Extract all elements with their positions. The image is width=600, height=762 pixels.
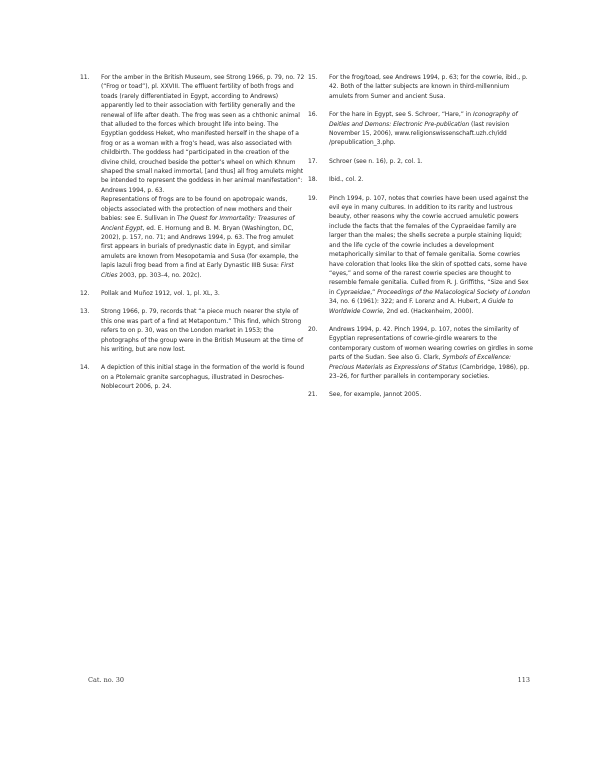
endnote	[308, 175, 534, 184]
endnote-number: 16.	[308, 111, 318, 119]
footer-catalog-number: Cat. no. 30	[88, 676, 124, 684]
endnote-paragraph	[101, 289, 306, 298]
endnote	[308, 157, 534, 166]
endnote-number: 14.	[80, 364, 90, 372]
text-run: , 2nd ed. (Hackenheim, 2000).	[382, 307, 474, 315]
text-run: Strong 1966, p. 79, records that “a piece much nearer the style of this one was part of a find at Metapontum.” This find, which Strong refers to on p. 30, was on the London market in 1953; the photographs of the group were in the British Museum at the time of his writing, but are now lost.	[101, 308, 304, 353]
endnote-number: 19.	[308, 194, 318, 202]
endnote-number: 13.	[80, 308, 90, 316]
endnote-number: 12.	[80, 289, 90, 297]
endnote	[308, 194, 534, 316]
endnote-paragraph	[329, 157, 534, 166]
text-run: A depiction of this initial stage in the formation of the world is found on a Ptolemaic granite sarcophagus, illustrated in Desroches-Noblecourt 2006, p. 24.	[101, 364, 305, 391]
endnote	[308, 325, 534, 381]
endnote-number: 15.	[308, 74, 318, 81]
text-run: Pollak and Muñoz 1912, vol. 1, pl. XL, 3.	[101, 289, 220, 297]
text-run: Representations of frogs are to be found on apotropaic wands, objects associated with the protection of new mothers and their babies: see E. Sullivan in	[101, 196, 292, 223]
text-run: ,”	[370, 288, 378, 296]
notes-column-right	[308, 73, 534, 409]
endnote	[80, 363, 306, 391]
endnote-paragraph	[101, 307, 306, 354]
endnote-paragraph	[329, 390, 534, 399]
text-run: Pinch 1994, p. 107, notes that cowries have been used against the evil eye in many cultures. In addition to its rarity and lustrous beauty, other reasons why the cowrie accrued amuletic powers include the facts that the females of the Cypraeidae family are larger than the males; the shells secrete a purple staining liquid; and the life cycle of the cowrie includes a development metaphorically similar to that of female genitalia. Some cowries have coloration that looks like the skin of spotted cats, some have “eyes,” and some of the rarest cowrie species are thought to resemble female genitalia. Culled from R. J. Griffiths, “Size and Sex in	[329, 194, 529, 296]
text-run: (last revision November 15, 2006), www.religionswissenschaft.uzh.ch/idd /prepublication_3.php.	[329, 120, 510, 147]
endnote	[80, 73, 306, 280]
italic-title: Iconography of Deities and Demons: Electronic Pre-publication	[329, 111, 518, 128]
text-run: 34, no. 6 (1961): 322; and F. Lorenz and A. Hubert,	[329, 298, 482, 306]
text-run: For the frog/toad, see Andrews 1994, p. 63; for the cowrie, ibid., p. 42. Both of the latter subjects are known in third-millennium amulets from Sumer and ancient Susa.	[329, 74, 528, 100]
italic-title: The Quest for Immortality: Treasures of Ancient Egypt	[101, 215, 295, 232]
endnote-number: 18.	[308, 176, 318, 184]
italic-title: A Guide to Worldwide Cowrie	[329, 298, 514, 315]
endnote-number: 21.	[308, 391, 318, 399]
text-run: For the hare in Egypt, see S. Schroer, “Hare,” in	[329, 111, 473, 119]
endnote-number: 11.	[80, 74, 90, 81]
text-run: Schroer (see n. 16), p. 2, col. 1.	[329, 157, 423, 165]
italic-title: Proceedings of the Malacological Society of London	[377, 288, 531, 296]
text-run: For the amber in the British Museum, see Strong 1966, p. 79, no. 72 (“Frog or toad”), pl. XXVIII. The effluent fertility of both frogs and toads (rarely differentiated in Egypt, according to Andrews) apparently led to their association with fertility generally and the renewal of life after death. The frog was seen as a chthonic animal that alluded to the forces which brought life into being. The Egyptian goddess Heket, who manifested herself in the shape of a frog or as a woman with a frog’s head, was also associated with childbirth. The goddess had “participated in the creation of the divine child, crouched beside the potter’s wheel on which Khnum shaped the small naked immortal, [and thus] all frog amulets might be intended to represent the goddess in her animal manifestation”: Andrews 1994, p. 63.	[101, 74, 305, 194]
text-run: (Cambridge, 1986), pp. 23–26, for further parallels in contemporary societies.	[329, 363, 530, 380]
endnote-paragraph	[329, 175, 534, 184]
endnote	[80, 289, 306, 298]
endnote-number: 20.	[308, 325, 318, 333]
notes-column-left	[80, 73, 306, 401]
text-run: See, for example, Jannot 2005.	[329, 391, 422, 399]
text-run: Ibid., col. 2.	[329, 176, 364, 184]
italic-title: Cypraeidae	[336, 288, 371, 296]
endnote	[308, 73, 534, 101]
endnote	[308, 390, 534, 399]
endnote	[308, 110, 534, 148]
endnote-paragraph	[101, 363, 306, 391]
text-run: , ed. E. Hornung and B. M. Bryan (Washington, DC, 2002), p. 157, no. 71; and Andrews 1994, p. 63. The frog amulet first appears in burials of predynastic date in Egypt, and similar amulets are known from Mesopotamia and Susa (for example, the lapis lazuli frog bead from a find at Early Dynastic IIIB Susa:	[101, 224, 299, 270]
endnote	[80, 307, 306, 354]
endnote-number: 17.	[308, 157, 318, 165]
endnote-paragraph	[329, 73, 534, 101]
endnote-paragraph	[329, 325, 534, 381]
page-number: 113	[517, 676, 530, 684]
text-run: 2003, pp. 303–4, no. 202c).	[117, 271, 202, 279]
text-run: Andrews 1994, p. 42. Pinch 1994, p. 107, notes the similarity of Egyptian representations of cowrie-girdle wearers to the contemporary custom of women wearing cowries on girdles in some parts of the Sudan. See also G. Clark,	[329, 325, 533, 362]
endnote-paragraph	[329, 194, 534, 316]
endnote-paragraph	[101, 195, 306, 280]
italic-title: Symbols of Excellence: Precious Materials as Expressions of Status	[329, 354, 512, 371]
endnote-paragraph	[329, 110, 534, 148]
italic-title: First Cities	[101, 262, 294, 279]
endnote-paragraph	[101, 73, 306, 195]
